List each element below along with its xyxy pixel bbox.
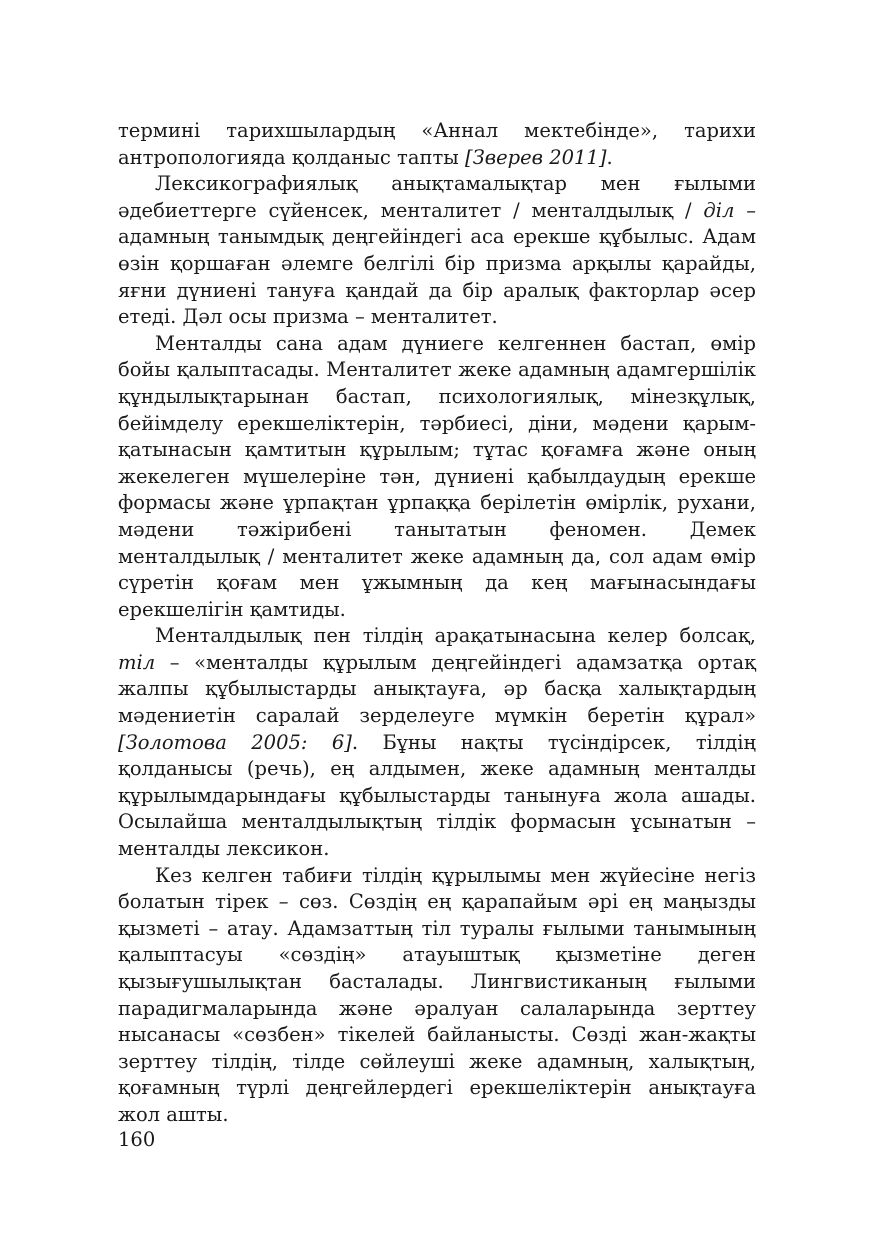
italic-segment: тіл [118,650,156,674]
paragraph [118,118,756,171]
paragraph [118,331,756,624]
italic-segment: [Золотова 2005: 6] [118,730,352,754]
text-segment: . Бұны нақты түсіндірсек, тілдің қолданысы (речь), ең алдымен, жеке адамның менталды құрылымдарындағы құбылыстарды танынуға жола ашады. Осылайша менталдылықтың тілдік формасын ұсынатын – менталды лексикон. [118,730,757,861]
paragraph [118,623,756,862]
body-text [118,118,756,1129]
text-segment: . [606,145,613,169]
paragraph [118,171,756,331]
text-segment: Менталды сана адам дүниеге келгеннен бастап, өмір бойы қалыптасады. Менталитет жеке адамның адамгершілік құндылықтарынан бастап, психологиялық, мінезқұлық, бейімделу ерекшеліктерін, тәрбиесі, діни, мәдени қарым-қатынасын қамтитын құрылым; тұтас қоғамға және оның жекелеген мүшелеріне тән, дүниені қабылдаудың ерекше формасы және ұрпақтан ұрпаққа берілетін өмірлік, рухани, мәдени тәжірибені танытатын феномен. Демек менталдылық / менталитет жеке адамның да, сол адам өмір сүретін қоғам мен ұжымның да кең мағынасындағы ерекшелігін қамтиды. [118,331,756,621]
italic-segment: [Зверев 2011] [464,145,607,169]
text-segment: Лексикографиялық анықтамалықтар мен ғылыми әдебиеттерге сүйенсек, менталитет / менталдылық / [118,172,756,222]
text-segment: Кез келген табиғи тілдің құрылымы мен жүйесіне негіз болатын тірек – сөз. Сөздің ең қарапайым әрі ең маңызды қызметі – атау. Адамзаттың тіл туралы ғылыми танымының қалыптасуы «сөздің» атауыштық қызметіне деген қызығушылықтан басталады. Лингвистиканың ғылыми парадигмаларында және әралуан салаларында зерттеу нысанасы «сөзбен» тікелей байланысты. Сөзді жан-жақты зерттеу тілдің, тілде сөйлеуші жеке адамның, халықтың, қоғамның түрлі деңгейлердегі ерекшеліктерін анықтауға жол ашты. [118,863,756,1126]
page-number: 160 [118,1128,156,1151]
paragraph [118,863,756,1129]
italic-segment: діл [703,198,735,222]
text-segment: термині тарихшылардың «Аннал мектебінде», тарихи антропологияда қолданыс тапты [118,119,756,169]
text-segment: Менталдылық пен тілдің арақатынасына келер болсақ, [155,624,756,648]
text-segment: – адамның танымдық деңгейіндегі аса ерекше құбылыс. Адам өзін қоршаған әлемге белгілі бір призма арқылы қарайды, яғни дүниені тануға қандай да бір аралық факторлар әсер етеді. Дәл осы призма – менталитет. [118,198,756,329]
text-segment: – «менталды құрылым деңгейіндегі адамзатқа ортақ жалпы құбылыстарды анықтауға, әр басқа халықтардың мәдениетін саралай зерделеуге мүмкін беретін құрал» [118,650,756,728]
